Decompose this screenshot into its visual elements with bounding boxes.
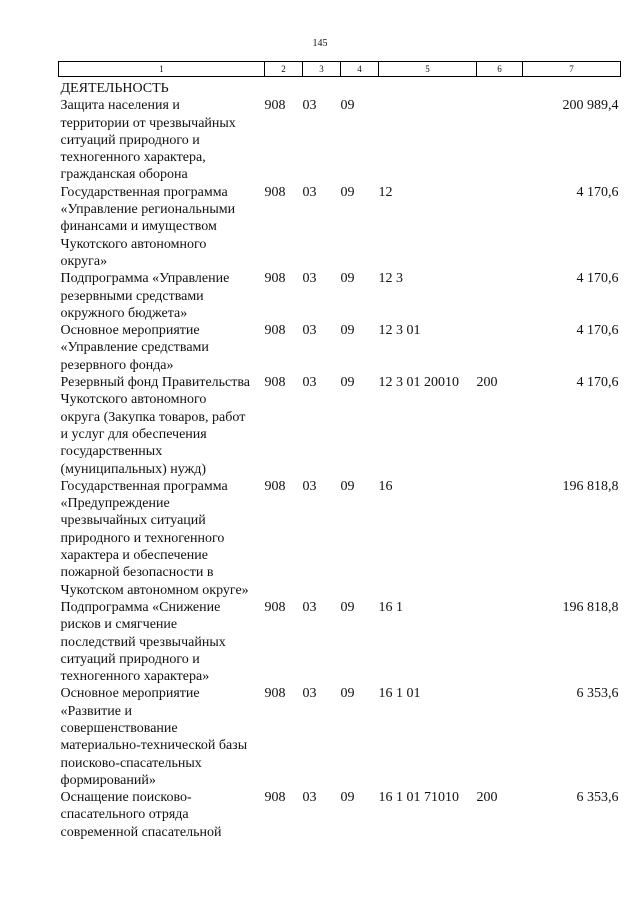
subsection-code: 09 [340, 271, 355, 287]
section-code: 03 [302, 184, 317, 200]
target-article-code: 16 1 01 [378, 686, 421, 702]
page-number: 145 [312, 38, 328, 49]
section-code: 03 [302, 599, 317, 615]
row-name: Подпрограмма «Управление резервными средствами окружного бюджета» [60, 271, 230, 321]
table-header [59, 62, 621, 77]
expense-type-code [477, 685, 523, 789]
subsection-code: 09 [340, 686, 355, 702]
row-name: Защита населения и территории от чрезвычайных ситуаций природного и техногенного характера, гражданская оборона [60, 98, 236, 183]
column-number-1: 1 [59, 62, 265, 77]
table-row [59, 184, 621, 270]
table-row [59, 374, 621, 478]
row-name: Подпрограмма «Снижение рисков и смягчение последствий чрезвычайных ситуаций природного и техногенного характера» [60, 599, 226, 685]
amount: 6 353,6 [576, 790, 619, 806]
section-code: 03 [302, 375, 317, 391]
expense-type-code [477, 270, 523, 322]
section-code: 03 [302, 790, 317, 806]
table-row [59, 478, 621, 599]
amount: 4 170,6 [576, 184, 619, 200]
heading-continuation-row [59, 77, 621, 98]
table-row [59, 789, 621, 841]
table-row [59, 322, 621, 374]
section-code: 03 [302, 323, 317, 339]
section-code: 03 [302, 686, 317, 702]
expense-type-code: 200 [476, 790, 498, 806]
column-number-2: 2 [265, 62, 303, 77]
amount: 4 170,6 [576, 271, 619, 287]
expense-type-code: 200 [476, 375, 498, 391]
target-article-code: 16 1 [378, 599, 403, 615]
row-name: Резервный фонд Правительства Чукотского автономного округа (Закупка товаров, работ и услуг для обеспечения государственных (муниципальных) нужд) [60, 375, 251, 477]
ministry-code: 908 [264, 375, 286, 391]
ministry-code: 908 [264, 184, 286, 200]
row-name: Государственная программа «Предупреждение чрезвычайных ситуаций природного и техногенного характера и обеспечение пожарной безопасности в Чукотском автономном округе» [60, 478, 249, 598]
target-article-code: 12 3 01 [378, 323, 421, 339]
section-code: 03 [302, 271, 317, 287]
amount: 4 170,6 [576, 323, 619, 339]
column-number-3: 3 [303, 62, 341, 77]
amount: 196 818,8 [562, 599, 619, 615]
ministry-code: 908 [264, 790, 286, 806]
amount: 200 989,4 [562, 98, 619, 114]
expense-type-code [477, 322, 523, 374]
ministry-code: 908 [264, 98, 286, 114]
heading-continuation: ДЕЯТЕЛЬНОСТЬ [60, 81, 169, 96]
amount: 196 818,8 [562, 478, 619, 494]
ministry-code: 908 [264, 323, 286, 339]
expense-type-code [477, 184, 523, 270]
subsection-code: 09 [340, 478, 355, 494]
column-number-6: 6 [477, 62, 523, 77]
section-code: 03 [302, 98, 317, 114]
subsection-code: 09 [340, 323, 355, 339]
row-name: Основное мероприятие «Развитие и совершенствование материально-технической базы поисково-спасательных формирований» [60, 686, 248, 788]
row-name: Основное мероприятие «Управление средствами резервного фонда» [60, 323, 209, 373]
ministry-code: 908 [264, 599, 286, 615]
amount: 4 170,6 [576, 375, 619, 391]
ministry-code: 908 [264, 271, 286, 287]
expense-type-code [477, 599, 523, 685]
target-article-code [379, 97, 477, 183]
table-row [59, 599, 621, 685]
column-number-7: 7 [523, 62, 621, 77]
amount: 6 353,6 [576, 686, 619, 702]
subsection-code: 09 [340, 790, 355, 806]
ministry-code: 908 [264, 686, 286, 702]
table-row [59, 270, 621, 322]
subsection-code: 09 [340, 375, 355, 391]
target-article-code: 12 3 [378, 271, 403, 287]
row-name: Государственная программа «Управление региональными финансами и имуществом Чукотского автономного округа» [60, 184, 236, 269]
table-row [59, 685, 621, 789]
subsection-code: 09 [340, 599, 355, 615]
table-row [59, 97, 621, 183]
expense-type-code [477, 478, 523, 599]
column-number-4: 4 [341, 62, 379, 77]
section-code: 03 [302, 478, 317, 494]
subsection-code: 09 [340, 98, 355, 114]
budget-table [58, 61, 621, 841]
target-article-code: 12 3 01 20010 [378, 375, 459, 391]
subsection-code: 09 [340, 184, 355, 200]
expense-type-code [477, 97, 523, 183]
target-article-code: 16 [378, 478, 393, 494]
ministry-code: 908 [264, 478, 286, 494]
target-article-code: 16 1 01 71010 [378, 790, 459, 806]
target-article-code: 12 [378, 184, 393, 200]
row-name: Оснащение поисково- спасательного отряда современной спасательной [60, 790, 222, 840]
table-body [59, 77, 621, 842]
column-number-5: 5 [379, 62, 477, 77]
column-number-row [59, 62, 621, 77]
